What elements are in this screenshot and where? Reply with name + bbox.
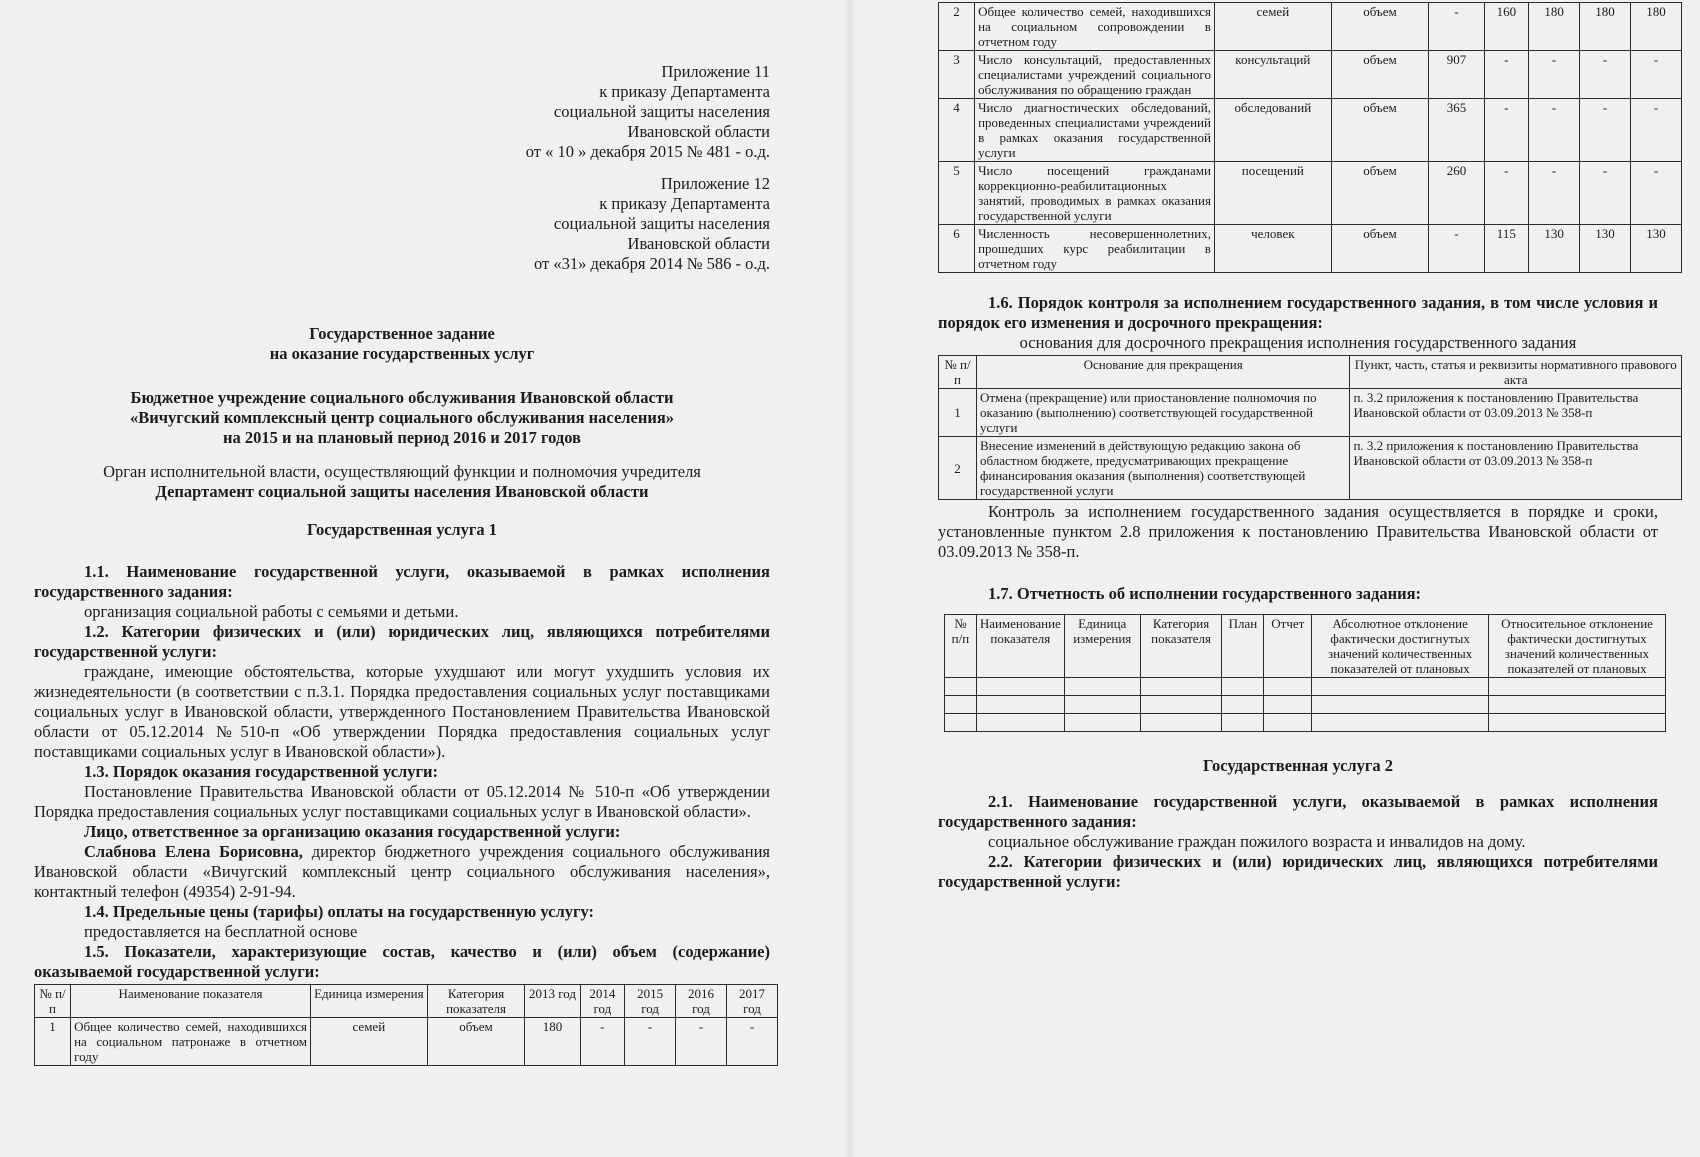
appendix-12 — [464, 174, 770, 274]
control-text: Контроль за исполнением государственного задания осуществляется в порядке и сроки, установленные пунктом 2.8 приложения к постановлению Правительства Ивановской области от 03.09.2013 № 358-п. — [938, 502, 1658, 561]
cell: 907 — [1429, 51, 1484, 99]
title-line: на оказание государственных услуг — [269, 344, 535, 363]
cell: 1 — [939, 389, 977, 437]
table-header-row — [945, 615, 1666, 678]
org-line: на 2015 и на плановый период 2016 и 2017 годов — [223, 428, 581, 447]
table-row — [939, 162, 1682, 225]
appendix-12-line: к приказу Департамента — [599, 194, 770, 213]
indicators-table-part-1 — [34, 984, 778, 1066]
table-row — [945, 696, 1666, 714]
section-1-3-text: Постановление Правительства Ивановской области от 05.12.2014 № 510-п «Об утверждении Порядка предоставления социальных услуг поставщиками социальных услуг в Ивановской области». — [34, 782, 770, 821]
section-1-2-text: граждане, имеющие обстоятельства, которые ухудшают или могут ухудшить условия их жизнедеятельности (в соответствии с п.3.1. Порядка предоставления социальных услуг поставщиками социальных услуг в Ивановской области, утвержденного Постановлением Правительства Ивановской области от 05.12.2014 №510-п «Об утверждении Порядка предоставления социальных услуг поставщиками социальных услуг в Ивановской области»). — [34, 662, 770, 761]
cell: - — [1630, 99, 1681, 162]
cell: 130 — [1630, 225, 1681, 273]
cell: 130 — [1529, 225, 1580, 273]
section-1-5-heading: 1.5. Показатели, характеризующие состав, качество и (или) объем (содержание) оказываемой государственной услуги: — [34, 942, 770, 981]
section-1-4-text: предоставляется на бесплатной основе — [84, 922, 358, 941]
section-1-1-heading: 1.1. Наименование государственной услуги, оказываемой в рамках исполнения государственного задания: — [34, 562, 770, 601]
cell: посещений — [1214, 162, 1331, 225]
cell: 115 — [1484, 225, 1529, 273]
service-2-title: Государственная услуга 2 — [1202, 756, 1394, 775]
section-2-1-heading: 2.1. Наименование государственной услуги, оказываемой в рамках исполнения государственного задания: — [938, 792, 1658, 831]
header-cell: 2014 год — [580, 985, 625, 1018]
cell: Общее количество семей, находившихся на социальном сопровождении в отчетном году — [975, 3, 1215, 51]
cell: 6 — [939, 225, 975, 273]
org-line: «Вичугский комплексный центр социального обслуживания населения» — [129, 408, 675, 427]
authority-name: Департамент социальной защиты населения Ивановской области — [155, 482, 649, 501]
header-cell: Абсолютное отклонение фактически достигнутых значений количественных показателей от плановых — [1312, 615, 1489, 678]
responsible-heading: Лицо, ответственное за организацию оказания государственной услуги: — [84, 822, 621, 841]
cell: - — [1630, 51, 1681, 99]
cell: 2 — [939, 437, 977, 500]
header-cell: Основание для прекращения — [976, 356, 1350, 389]
cell: объем — [1331, 225, 1429, 273]
cell: - — [1529, 99, 1580, 162]
org-line: Бюджетное учреждение социального обслуживания Ивановской области — [130, 388, 674, 407]
section-2-2-heading: 2.2. Категории физических и (или) юридических лиц, являющихся потребителями государственной услуги: — [938, 852, 1658, 891]
cell: 160 — [1484, 3, 1529, 51]
cell: Число посещений гражданами коррекционно-реабилитационных занятий, проводимых в рамках оказания государственной услуги — [975, 162, 1215, 225]
cell: человек — [1214, 225, 1331, 273]
cell: - — [1580, 162, 1631, 225]
section-1-6-heading: 1.6. Порядок контроля за исполнением государственного задания, в том числе условия и порядок его изменения и досрочного прекращения: — [938, 293, 1658, 332]
header-cell: Категория показателя — [427, 985, 525, 1018]
header-cell: Относительное отклонение фактически достигнутых значений количественных показателей от плановых — [1489, 615, 1666, 678]
cell: 180 — [525, 1018, 580, 1066]
responsible-text — [34, 842, 770, 902]
section-2-1-text: социальное обслуживание граждан пожилого возраста и инвалидов на дому. — [988, 832, 1526, 851]
cell: 1 — [35, 1018, 71, 1066]
table-header-row — [939, 356, 1682, 389]
header-cell: Пункт, часть, статья и реквизиты нормативного правового акта — [1350, 356, 1682, 389]
header-cell: 2013 год — [525, 985, 580, 1018]
cell: Число диагностических обследований, проведенных специалистами учреждений в рамках оказания государственной услуги — [975, 99, 1215, 162]
header-cell: 2016 год — [676, 985, 727, 1018]
appendix-11-line: Приложение 11 — [661, 62, 770, 81]
section-1-3-heading: 1.3. Порядок оказания государственной услуги: — [84, 762, 439, 781]
document-title — [34, 324, 770, 364]
cell: Численность несовершеннолетних, прошедших курс реабилитации в отчетном году — [975, 225, 1215, 273]
cell: - — [1630, 162, 1681, 225]
header-cell: № п/п — [945, 615, 977, 678]
cell: объем — [427, 1018, 525, 1066]
table-row — [939, 225, 1682, 273]
table-row — [945, 714, 1666, 732]
cell: - — [580, 1018, 625, 1066]
cell: Внесение изменений в действующую редакцию закона об областном бюджете, предусматривающих прекращение финансирования оказания (выполнения) соответствующей государственной услуги — [976, 437, 1350, 500]
authority-label: Орган исполнительной власти, осуществляющий функции и полномочия учредителя — [103, 462, 701, 481]
table-row — [35, 1018, 778, 1066]
cell: - — [1429, 225, 1484, 273]
cell: - — [1484, 99, 1529, 162]
section-1-4-heading: 1.4. Предельные цены (тарифы) оплаты на государственную услугу: — [84, 902, 594, 921]
cell: 260 — [1429, 162, 1484, 225]
cell: - — [726, 1018, 777, 1066]
cell: 4 — [939, 99, 975, 162]
header-cell: Единица измерения — [1064, 615, 1140, 678]
cell: п. 3.2 приложения к постановлению Правительства Ивановской области от 03.09.2013 № 358-п — [1350, 389, 1682, 437]
appendix-12-line: социальной защиты населения — [553, 214, 770, 233]
table-row — [939, 437, 1682, 500]
appendix-11-line: Ивановской области — [627, 122, 770, 141]
cell: 3 — [939, 51, 975, 99]
service-1-title: Государственная услуга 1 — [306, 520, 498, 539]
appendix-12-line: Приложение 12 — [660, 174, 770, 193]
header-cell: Наименование показателя — [71, 985, 311, 1018]
cell: 180 — [1529, 3, 1580, 51]
cell: 180 — [1580, 3, 1631, 51]
cell: 2 — [939, 3, 975, 51]
section-1-6-caption: основания для досрочного прекращения исполнения государственного задания — [1019, 333, 1577, 352]
cell: - — [1484, 51, 1529, 99]
cell: - — [1529, 162, 1580, 225]
reporting-table — [944, 614, 1666, 732]
table-row — [939, 51, 1682, 99]
cell: консультаций — [1214, 51, 1331, 99]
right-page — [850, 0, 1700, 1157]
section-1-7-heading: 1.7. Отчетность об исполнении государственного задания: — [988, 584, 1422, 603]
cell: 180 — [1630, 3, 1681, 51]
cell: Отмена (прекращение) или приостановление полномочия по оказанию (выполнению) соответствующей государственной услуги — [976, 389, 1350, 437]
header-cell: Единица измерения — [310, 985, 427, 1018]
indicators-table-part-2 — [938, 2, 1682, 273]
table-row — [939, 3, 1682, 51]
section-1-2-heading: 1.2. Категории физических и (или) юридических лиц, являющихся потребителями государственной услуги: — [34, 622, 770, 661]
appendix-11-line: от « 10 » декабря 2015 № 481 - о.д. — [525, 142, 770, 161]
cell: объем — [1331, 3, 1429, 51]
cell: - — [625, 1018, 676, 1066]
cell: - — [1484, 162, 1529, 225]
responsible-name: Слабнова Елена Борисовна, — [84, 842, 303, 861]
termination-table — [938, 355, 1682, 500]
responsible-details: директор бюджетного учреждения социального обслуживания Ивановской области «Вичугский комплексный центр социального обслуживания населения», контактный телефон (49354) 2-91-94. — [34, 842, 770, 901]
cell: 130 — [1580, 225, 1631, 273]
title-line: Государственное задание — [309, 324, 495, 343]
cell: 5 — [939, 162, 975, 225]
cell: объем — [1331, 51, 1429, 99]
header-cell: План — [1222, 615, 1264, 678]
header-cell: Отчет — [1264, 615, 1312, 678]
appendix-11 — [464, 62, 770, 162]
appendix-12-line: от «31» декабря 2014 № 586 - о.д. — [533, 254, 770, 273]
cell: - — [1580, 99, 1631, 162]
cell: обследований — [1214, 99, 1331, 162]
cell: семей — [1214, 3, 1331, 51]
table-row — [945, 678, 1666, 696]
cell: 365 — [1429, 99, 1484, 162]
table-header-row — [35, 985, 778, 1018]
header-cell: 2017 год — [726, 985, 777, 1018]
header-cell: № п/п — [939, 356, 977, 389]
header-cell: Наименование показателя — [976, 615, 1064, 678]
appendix-11-line: социальной защиты населения — [553, 102, 770, 121]
table-row — [939, 389, 1682, 437]
cell: семей — [310, 1018, 427, 1066]
header-cell: № п/п — [35, 985, 71, 1018]
cell: - — [1429, 3, 1484, 51]
organization-name — [34, 388, 770, 448]
cell: Число консультаций, предоставленных специалистами учреждений социального обслуживания по обращению граждан — [975, 51, 1215, 99]
cell: Общее количество семей, находившихся на социальном патронаже в отчетном году — [71, 1018, 311, 1066]
cell: - — [1580, 51, 1631, 99]
cell: - — [1529, 51, 1580, 99]
header-cell: Категория показателя — [1140, 615, 1222, 678]
cell: объем — [1331, 162, 1429, 225]
header-cell: 2015 год — [625, 985, 676, 1018]
cell: объем — [1331, 99, 1429, 162]
cell: п. 3.2 приложения к постановлению Правительства Ивановской области от 03.09.2013 № 358-п — [1350, 437, 1682, 500]
authority-block — [34, 462, 770, 502]
appendix-11-line: к приказу Департамента — [599, 82, 770, 101]
table-row — [939, 99, 1682, 162]
appendix-12-line: Ивановской области — [627, 234, 770, 253]
section-1-1-text: организация социальной работы с семьями и детьми. — [84, 602, 459, 621]
cell: - — [676, 1018, 727, 1066]
